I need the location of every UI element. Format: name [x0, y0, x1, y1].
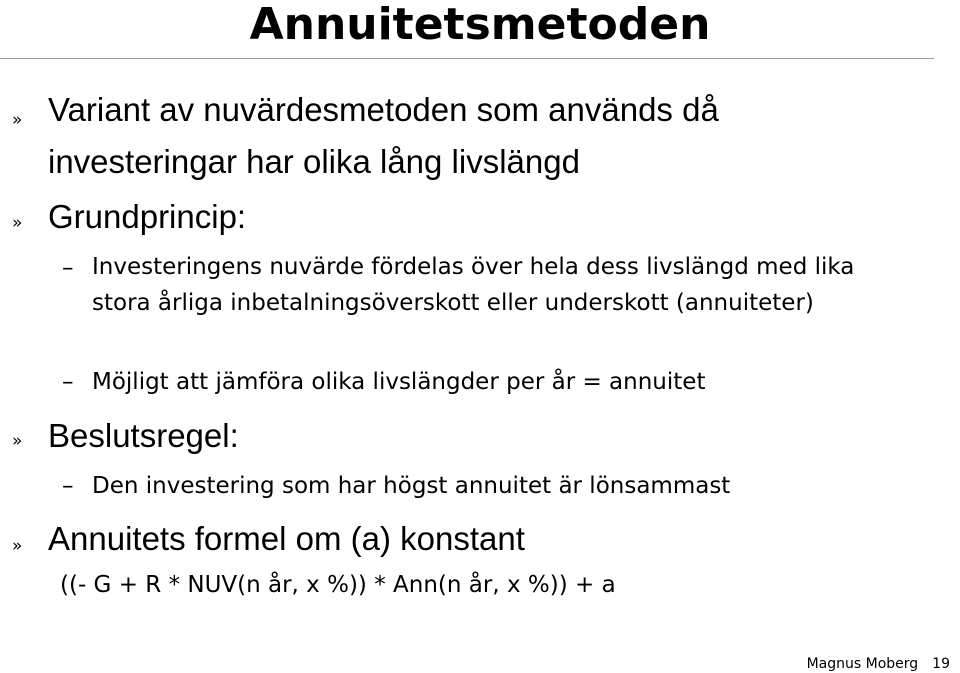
bullet-text-beslutsregel: Beslutsregel: — [48, 417, 239, 454]
bullet-marker: » — [12, 431, 23, 451]
bullet-text-variant: Variant av nuvärdesmetoden som används då investeringar har olika lång livslängd — [48, 91, 719, 180]
sub-bullet-dash: – — [62, 255, 74, 281]
bullet-marker: » — [12, 213, 23, 233]
bullet-marker: » — [12, 536, 23, 556]
footer-author: Magnus Moberg — [806, 656, 919, 672]
page-number: 19 — [932, 656, 950, 672]
subitem-text-beslut: Den investering som har högst annuitet är lönsammast — [92, 473, 731, 499]
sub-bullet-dash: – — [62, 473, 74, 499]
slide-title: Annuitetsmetoden — [249, 0, 711, 50]
subitem-text-nuvarde: Investeringens nuvärde fördelas över hela dess livslängd med lika stora årliga inbetalningsöverskott eller underskott (annuiteter) — [92, 254, 855, 316]
bullet-marker: » — [12, 110, 23, 130]
bullet-text-annuitets-formel: Annuitets formel om (a) konstant — [48, 520, 525, 557]
title-divider — [0, 58, 934, 59]
subitem-text-jamfora: Möjligt att jämföra olika livslängder per år = annuitet — [92, 369, 706, 395]
sub-bullet-dash: – — [62, 369, 74, 395]
bullet-text-grundprincip: Grundprincip: — [48, 198, 247, 235]
slide-footer — [807, 656, 950, 672]
annuity-formula: ((- G + R * NUV(n år, x %)) * Ann(n år, x %)) + a — [60, 572, 616, 598]
